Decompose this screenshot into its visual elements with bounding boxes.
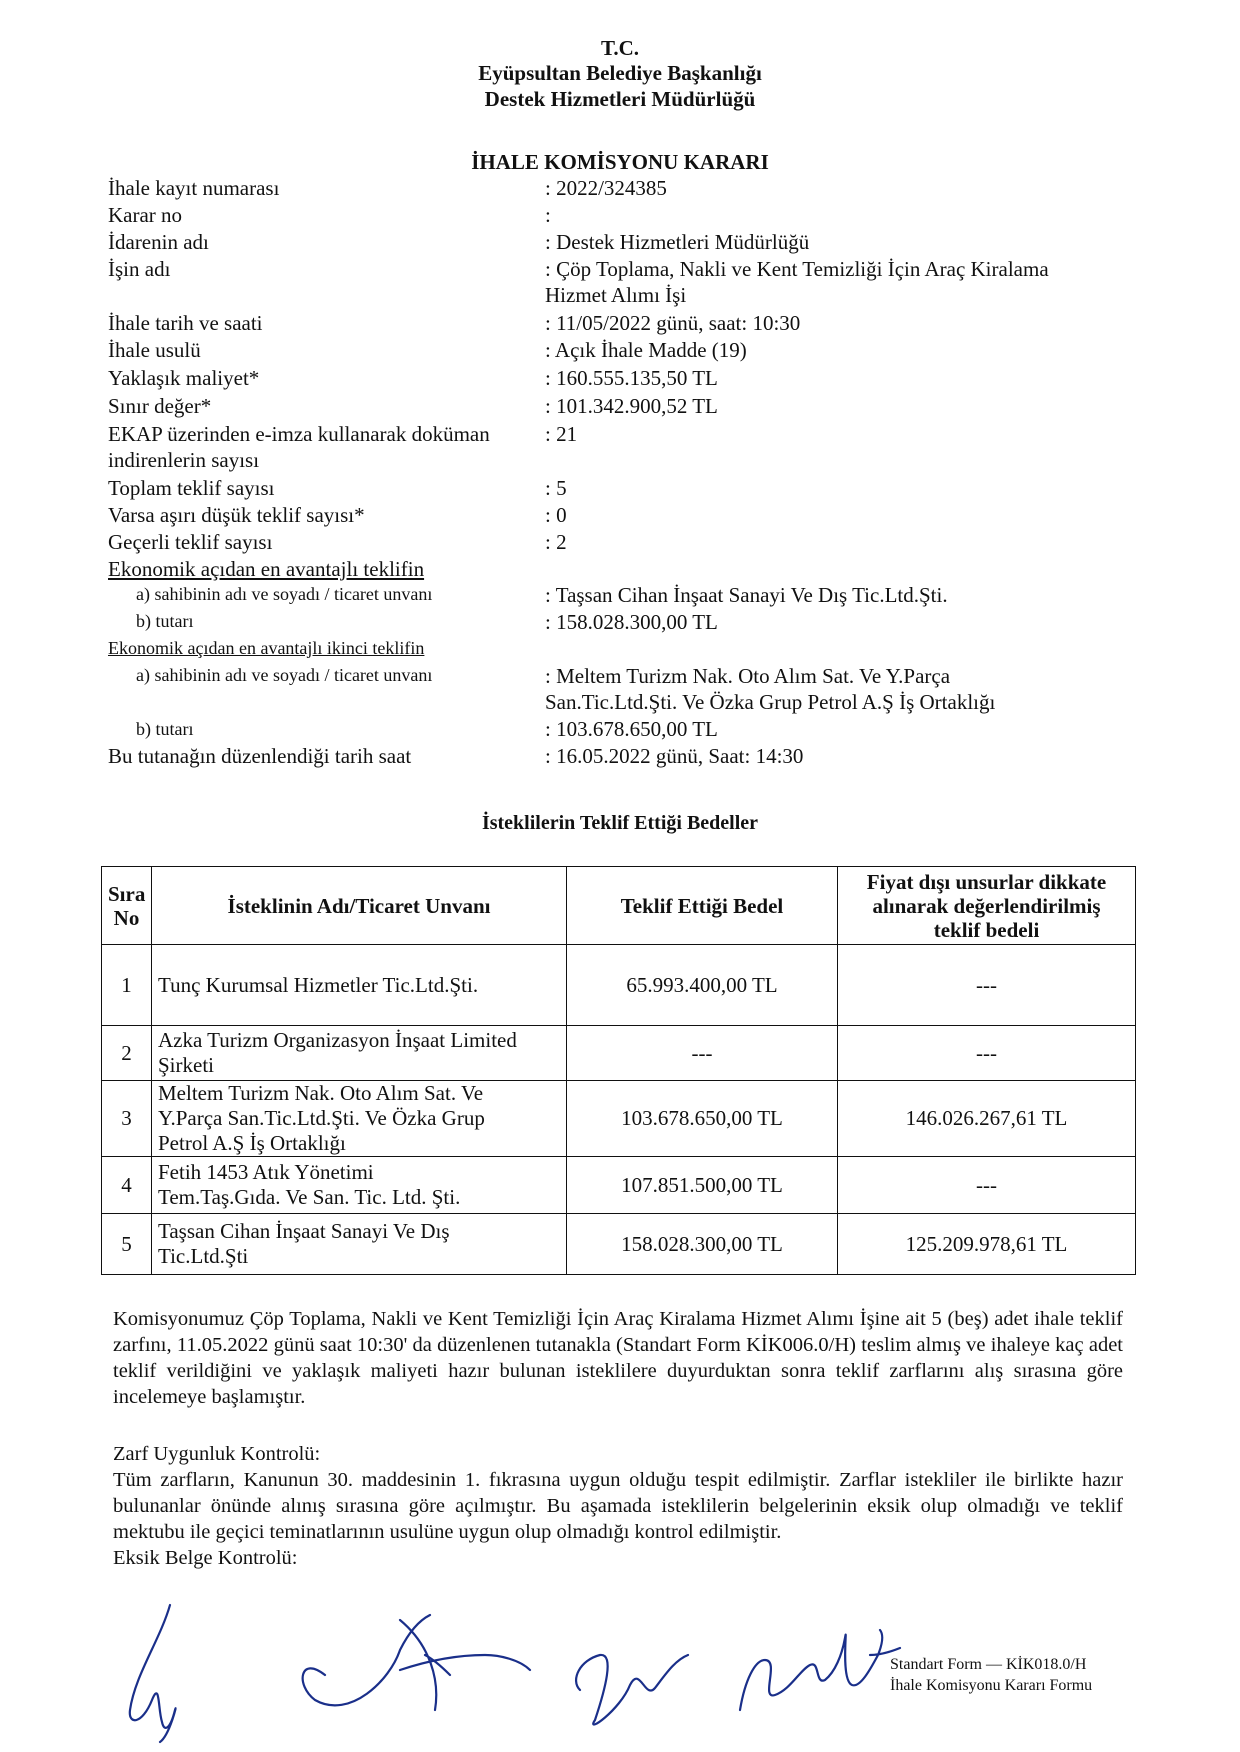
name-line: Tem.Taş.Gıda. Ve San. Tic. Ltd. Şti.	[158, 1185, 461, 1209]
field-label: a) sahibinin adı ve soyadı / ticaret unvanı	[136, 584, 433, 604]
row-bid: 65.993.400,00 TL	[567, 945, 838, 1026]
name-line: Fetih 1453 Atık Yönetimi	[158, 1160, 374, 1184]
field-label: b) tutarı	[136, 719, 194, 739]
signature-3	[576, 1655, 688, 1725]
field-value: : Taşsan Cihan İnşaat Sanayi Ve Dış Tic.Ltd.Şti.	[545, 583, 948, 607]
ikinci-heading: Ekonomik açıdan en avantajlı ikinci teklifin	[108, 638, 425, 658]
field-label: İşin adı	[108, 257, 171, 281]
paragraph-zarf: Tüm zarfların, Kanunun 30. maddesinin 1. fıkrasına uygun olduğu tespit edilmiştir. Zarflar istekliler ile birlikte hazır bulunanlar önünde alınış sırasına göre açılmıştır. Bu aşamada isteklilerin belgelerinin eksik olup olmadığı ve teklif mektubu ile geçici teminatlarının usulüne uygun olup olmadığı kontrol edilmiştir.	[113, 1469, 1123, 1543]
field-value: :	[545, 203, 551, 227]
field-label: İdarenin adı	[108, 230, 209, 254]
field-value: : 21	[545, 422, 578, 446]
field-value: Hizmet Alımı İşi	[545, 283, 687, 307]
field-label: Bu tutanağın düzenlendiği tarih saat	[108, 744, 412, 768]
row-eval: 125.209.978,61 TL	[838, 1214, 1136, 1275]
row-no: 5	[102, 1214, 152, 1275]
signature-4	[740, 1630, 900, 1710]
header-line: alınarak değerlendirilmiş	[872, 893, 1101, 918]
form-name: İhale Komisyonu Kararı Formu	[890, 1677, 1093, 1694]
field-value: : 101.342.900,52 TL	[545, 394, 718, 418]
field-value: : 2	[545, 530, 567, 554]
row-eval: ---	[838, 945, 1136, 1026]
field-value: : Meltem Turizm Nak. Oto Alım Sat. Ve Y.Parça	[545, 664, 951, 688]
signatures	[100, 1560, 920, 1745]
table-header-row	[102, 867, 1136, 945]
form-code: Standart Form — KİK018.0/H	[890, 1656, 1087, 1673]
row-eval: 146.026.267,61 TL	[838, 1081, 1136, 1157]
header-line: No	[113, 905, 140, 930]
row-name	[152, 1214, 567, 1275]
field-label: Sınır değer*	[108, 394, 212, 418]
row-name	[152, 1157, 567, 1214]
row-no: 2	[102, 1026, 152, 1081]
field-value: : Açık İhale Madde (19)	[545, 338, 747, 362]
table-row	[102, 1026, 1136, 1081]
table-row	[102, 1081, 1136, 1157]
name-line: Taşsan Cihan İnşaat Sanayi Ve Dış	[158, 1219, 450, 1243]
name-line: Meltem Turizm Nak. Oto Alım Sat. Ve	[158, 1081, 484, 1105]
bids-table	[101, 866, 1136, 1275]
page-title: İHALE KOMİSYONU KARARI	[471, 150, 769, 174]
name-line: Petrol A.Ş İş Ortaklığı	[158, 1131, 346, 1155]
field-value: : 16.05.2022 günü, Saat: 14:30	[545, 744, 804, 768]
paragraph-intro: Komisyonumuz Çöp Toplama, Nakli ve Kent Temizliği İçin Araç Kiralama Hizmet Alımı İşine ait 5 (beş) adet ihale teklif zarfını, 11.05.2022 günü saat 10:30' da düzenlenen tutanakla (Standart Form KİK006.0/H) teslim almış ve ihaleye kaç adet teklif verildiğini ve yaklaşık maliyeti hazır bulunan isteklilere duyurduktan sonra teklif zarflarını alış sırasına göre incelemeye başlamıştır.	[113, 1308, 1123, 1408]
row-no: 1	[102, 945, 152, 1026]
row-bid: ---	[567, 1026, 838, 1081]
name-line: Y.Parça San.Tic.Ltd.Şti. Ve Özka Grup	[158, 1106, 485, 1130]
col-header-name: İsteklinin Adı/Ticaret Unvanı	[152, 867, 567, 945]
table-row	[102, 1214, 1136, 1275]
table-row	[102, 1157, 1136, 1214]
col-header-eval	[838, 867, 1136, 945]
row-bid: 103.678.650,00 TL	[567, 1081, 838, 1157]
eksik-heading: Eksik Belge Kontrolü:	[113, 1547, 298, 1569]
header-municipality: Eyüpsultan Belediye Başkanlığı	[478, 61, 762, 85]
field-label: İhale usulü	[108, 338, 201, 362]
name-line: Şirketi	[158, 1053, 214, 1077]
field-label: Varsa aşırı düşük teklif sayısı*	[108, 503, 365, 527]
field-label: EKAP üzerinden e-imza kullanarak doküman	[108, 422, 490, 446]
field-value: : Destek Hizmetleri Müdürlüğü	[545, 230, 810, 254]
field-value: : Çöp Toplama, Nakli ve Kent Temizliği İçin Araç Kiralama	[545, 257, 1049, 281]
field-label: Karar no	[108, 203, 183, 227]
field-value: : 5	[545, 476, 567, 500]
field-label: Geçerli teklif sayısı	[108, 530, 273, 554]
field-value: : 160.555.135,50 TL	[545, 366, 718, 390]
field-value: : 11/05/2022 günü, saat: 10:30	[545, 311, 801, 335]
table-caption: İsteklilerin Teklif Ettiği Bedeller	[481, 812, 759, 834]
row-name	[152, 1026, 567, 1081]
field-value: San.Tic.Ltd.Şti. Ve Özka Grup Petrol A.Ş İş Ortaklığı	[545, 690, 996, 714]
name-line: Azka Turizm Organizasyon İnşaat Limited	[158, 1028, 517, 1052]
header-line: Sıra	[108, 881, 146, 906]
field-label: b) tutarı	[136, 611, 194, 631]
avantajli-heading: Ekonomik açıdan en avantajlı teklifin	[108, 557, 425, 581]
header-directorate: Destek Hizmetleri Müdürlüğü	[484, 87, 756, 111]
field-value: : 158.028.300,00 TL	[545, 610, 718, 634]
row-name	[152, 945, 567, 1026]
col-header-sira	[102, 867, 152, 945]
row-eval: ---	[838, 1026, 1136, 1081]
row-name	[152, 1081, 567, 1157]
field-label: indirenlerin sayısı	[108, 448, 260, 472]
row-no: 3	[102, 1081, 152, 1157]
row-no: 4	[102, 1157, 152, 1214]
row-bid: 107.851.500,00 TL	[567, 1157, 838, 1214]
field-value: : 2022/324385	[545, 176, 667, 200]
field-label: İhale kayıt numarası	[108, 176, 280, 200]
row-eval: ---	[838, 1157, 1136, 1214]
row-bid: 158.028.300,00 TL	[567, 1214, 838, 1275]
field-label: a) sahibinin adı ve soyadı / ticaret unvanı	[136, 665, 433, 685]
name-line: Tic.Ltd.Şti	[158, 1244, 249, 1268]
field-value: : 103.678.650,00 TL	[545, 717, 718, 741]
field-label: Toplam teklif sayısı	[108, 476, 275, 500]
header-tc: T.C.	[600, 36, 640, 60]
signature-1	[130, 1605, 176, 1742]
header-line: Fiyat dışı unsurlar dikkate	[866, 869, 1107, 894]
field-label: İhale tarih ve saati	[108, 311, 263, 335]
col-header-bid: Teklif Ettiği Bedel	[567, 867, 838, 945]
name-line: Tunç Kurumsal Hizmetler Tic.Ltd.Şti.	[158, 972, 479, 997]
table-row	[102, 945, 1136, 1026]
field-label: Yaklaşık maliyet*	[108, 366, 260, 390]
header-line: teklif bedeli	[933, 917, 1040, 942]
signature-2	[303, 1615, 530, 1710]
field-value: : 0	[545, 503, 567, 527]
zarf-heading: Zarf Uygunluk Kontrolü:	[113, 1443, 321, 1465]
